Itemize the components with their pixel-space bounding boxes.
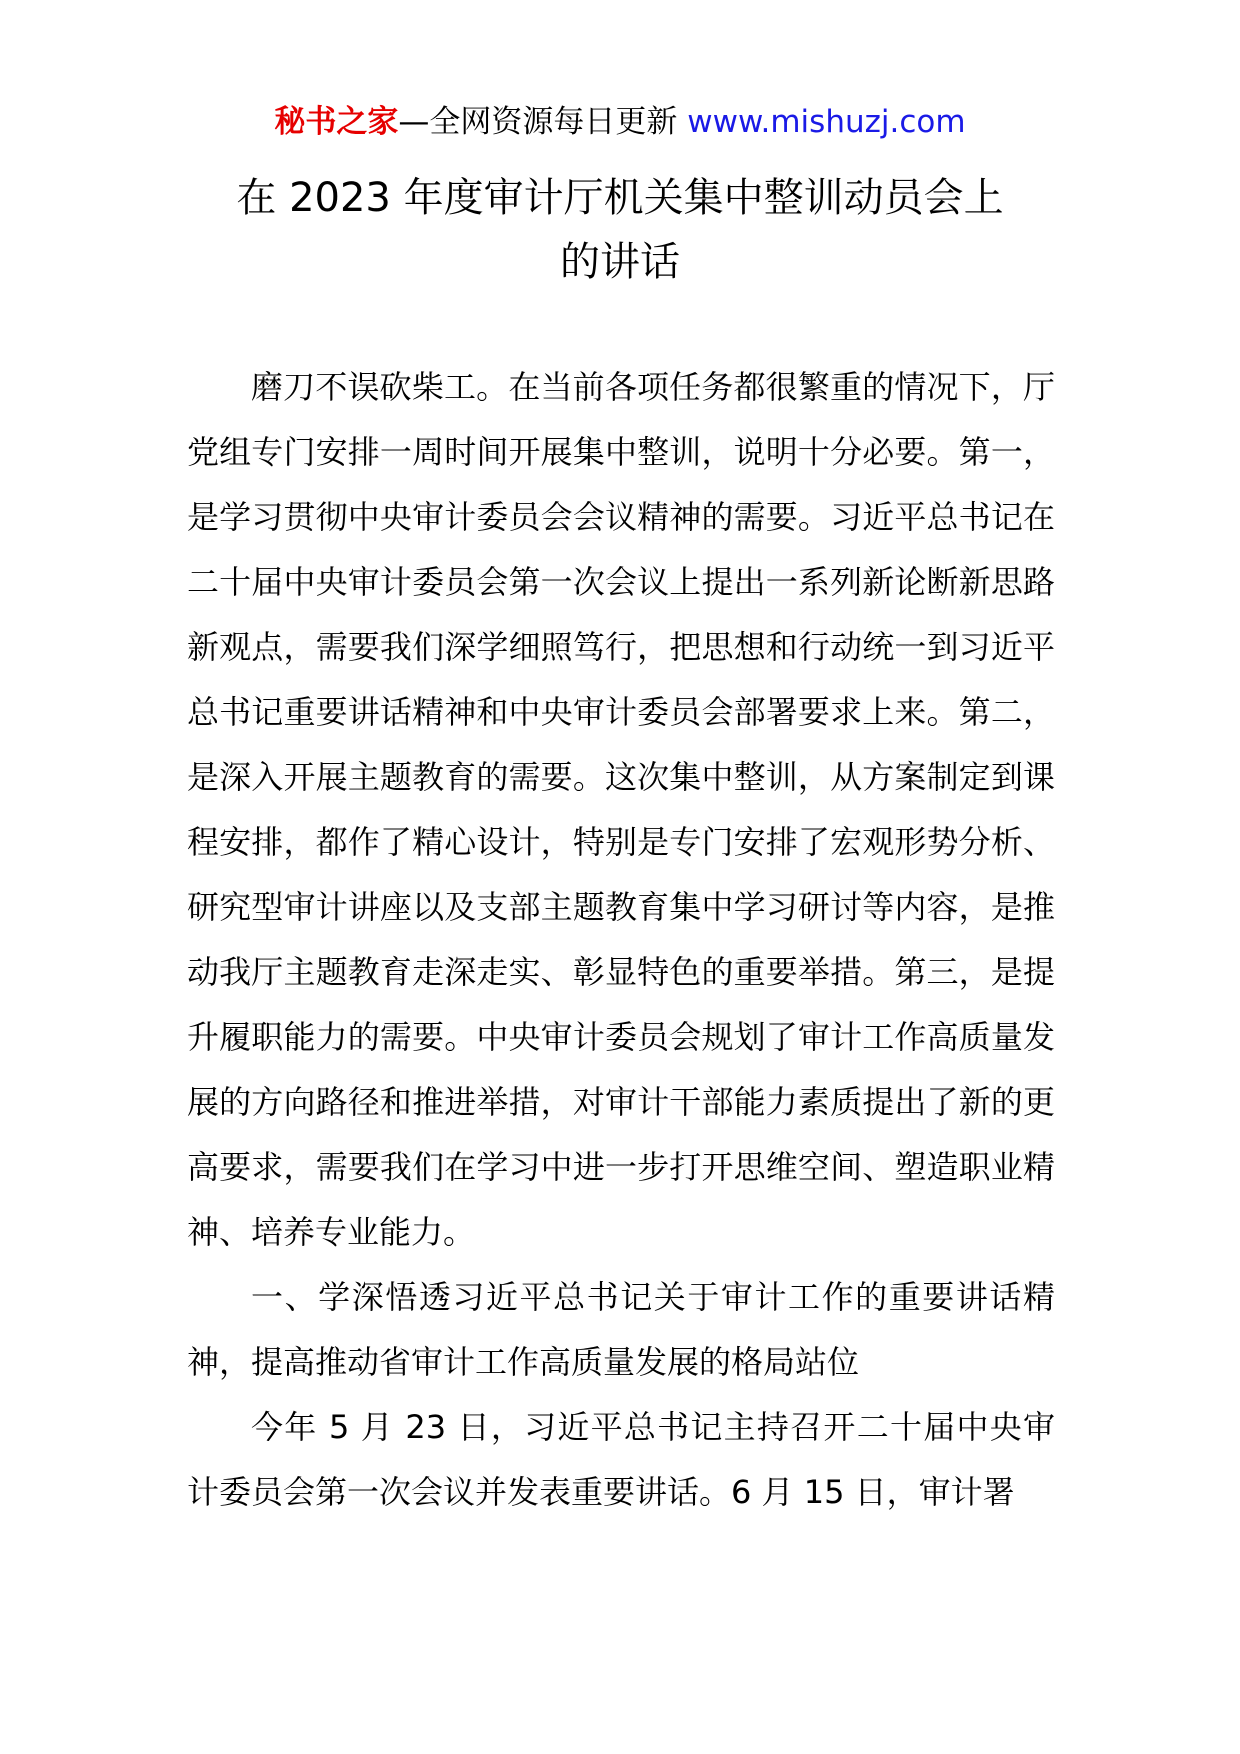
site-tagline: —全网资源每日更新	[398, 104, 688, 140]
title-line-2: 的讲话	[560, 239, 680, 285]
site-brand: 秘书之家	[274, 104, 399, 140]
document-body	[187, 355, 1055, 1525]
paragraph-intro: 磨刀不误砍柴工。在当前各项任务都很繁重的情况下，厅党组专门安排一周时间开展集中整训，说明十分必要。第一，是学习贯彻中央审计委员会会议精神的需要。习近平总书记在二十届中央审计委员会第一次会议上提出一系列新论断新思路新观点，需要我们深学细照笃行，把思想和行动统一到习近平总书记重要讲话精神和中央审计委员会部署要求上来。第二，是深入开展主题教育的需要。这次集中整训，从方案制定到课程安排，都作了精心设计，特别是专门安排了宏观形势分析、研究型审计讲座以及支部主题教育集中学习研讨等内容，是推动我厅主题教育走深走实、彰显特色的重要举措。第三，是提升履职能力的需要。中央审计委员会规划了审计工作高质量发展的方向路径和推进举措，对审计干部能力素质提出了新的更高要求，需要我们在学习中进一步打开思维空间、塑造职业精神、培养专业能力。	[187, 368, 1055, 1251]
site-url-link[interactable]: www.mishuzj.com	[687, 104, 966, 140]
paragraph-section-1: 今年 5 月 23 日，习近平总书记主持召开二十届中央审计委员会第一次会议并发表重要讲话。6 月 15 日，审计署	[187, 1408, 1055, 1511]
site-header	[0, 100, 1240, 144]
document-title	[0, 166, 1240, 294]
section-heading-1: 一、学深悟透习近平总书记关于审计工作的重要讲话精神，提高推动省审计工作高质量发展的格局站位	[187, 1278, 1055, 1381]
title-line-1: 在 2023 年度审计厅机关集中整训动员会上	[236, 175, 1004, 221]
